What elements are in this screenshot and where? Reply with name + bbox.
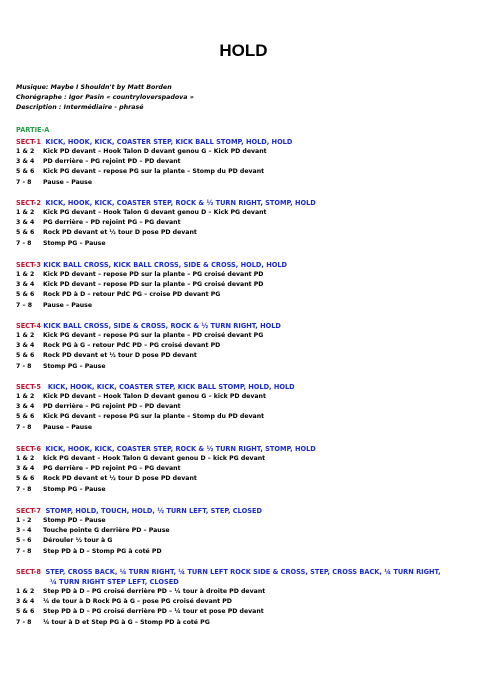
step-text: Step PD à D – Stomp PG à coté PD [43,547,162,555]
section-code: SECT-4 [16,322,41,330]
section-code: SECT-5 [16,383,41,391]
step-text: Kick PD devant – repose PD sur la plante – PG croisé devant PD [43,281,264,289]
section-heading [16,444,478,454]
step-count: 1 & 2 [16,148,35,155]
choreographer-line: Chorégraphe : Igor Pasin « countryloverspadova » [16,94,194,101]
step-count: 1 & 2 [16,332,35,339]
step-row [16,526,478,536]
step-text: Kick PG devant – repose PG sur la plante – Stomp du PD devant [43,413,265,421]
dance-info [16,83,194,113]
section-code: SECT-8 [16,568,41,576]
section-code: SECT-7 [16,507,41,515]
step-text: Kick PG devant – repose PG sur la plante – PD croisé devant PG [43,332,264,339]
step-count: 7 - 8 [16,239,32,247]
section-code: SECT-3 [16,261,41,269]
section-title: KICK, HOOK, KICK, COASTER STEP, KICK BALL STOMP, HOLD, HOLD [45,138,293,146]
step-row [16,618,478,628]
step-text: Dérouler ½ tour à G [43,537,113,545]
section-heading [16,506,478,516]
section-title-continued: ¼ TURN RIGHT STEP LEFT, CLOSED [50,578,179,586]
step-count: 5 & 6 [16,608,35,616]
step-count: 3 & 4 [16,465,35,473]
step-count: 3 & 4 [16,598,35,606]
step-count: 1 & 2 [16,209,35,216]
step-text: ¼ de tour à D Rock PG à G – pose PG croisé devant PD [43,598,232,606]
step-row [16,301,478,311]
step-row [16,218,478,228]
step-text: Pause – Pause [43,178,93,186]
section-title: KICK, HOOK, KICK, COASTER STEP, ROCK & ½ TURN RIGHT, STOMP, HOLD [45,445,316,453]
description-line: Description : Intermédiaire - phrasé [16,104,144,111]
section-title: KICK, HOOK, KICK, COASTER STEP, ROCK & ½ TURN RIGHT, STOMP, HOLD [45,199,316,207]
section-code: SECT-1 [16,138,41,146]
step-text: Touche pointe G derrière PD – Pause [43,527,170,535]
step-row [16,362,478,372]
section-title: KICK BALL CROSS, SIDE & CROSS, ROCK & ½ TURN RIGHT, HOLD [43,322,281,330]
step-count: 5 & 6 [16,413,35,421]
section [16,321,478,372]
step-text: Stomp PG – Pause [43,485,106,493]
section [16,260,478,311]
step-count: 7 - 8 [16,423,32,431]
step-count: 5 & 6 [16,475,35,483]
section [16,444,478,495]
step-count: 1 - 2 [16,517,32,524]
section-heading [16,137,478,147]
section-code: SECT-6 [16,445,41,453]
part-label: PARTIE-A [16,126,50,134]
step-row [16,454,478,464]
section-heading [16,567,478,577]
section-title: KICK BALL CROSS, KICK BALL CROSS, SIDE & CROSS, HOLD, HOLD [43,261,288,269]
step-text: PG derrière – PD rejoint PG – PG devant [43,219,181,227]
step-row [16,516,478,526]
section-code: SECT-2 [16,199,41,207]
step-count: 3 - 4 [16,527,32,535]
step-text: Rock PD devant et ½ tour D pose PD devant [43,229,197,237]
step-row [16,597,478,607]
step-row [16,474,478,484]
step-text: Kick PD devant – repose PD sur la plante – PG croisé devant PD [43,271,264,278]
step-count: 5 & 6 [16,352,35,360]
step-count: 5 - 6 [16,537,32,545]
step-count: 3 & 4 [16,342,35,350]
step-text: Step PD à D – PG croisé derrière PD – ¼ tour à droite PD devant [43,588,266,595]
section-heading [16,260,478,270]
music-line: Musique: Maybe I Shouldn't by Matt Borden [16,84,172,91]
step-row [16,239,478,249]
step-text: Rock PD à D – retour PdC PG – croise PD devant PG [43,291,221,299]
section [16,198,478,249]
step-text: Kick PD devant – Hook Talon D devant genou G – Kick PD devant [43,148,267,155]
step-count: 7 - 8 [16,618,32,626]
step-count: 3 & 4 [16,281,35,289]
section [16,567,478,628]
step-row [16,423,478,433]
step-row [16,607,478,617]
step-text: Rock PG à G – retour PdC PD – PG croisé devant PD [43,342,221,350]
step-text: kick PG devant – Hook Talon G devant genou D – kick PG devant [43,455,266,462]
step-row [16,147,478,157]
step-row [16,280,478,290]
section-heading [16,382,478,392]
step-count: 1 & 2 [16,271,35,278]
step-count: 5 & 6 [16,291,35,299]
step-row [16,331,478,341]
step-count: 7 – 8 [16,301,33,309]
step-row [16,392,478,402]
step-count: 3 & 4 [16,219,35,227]
step-text: Kick PD devant – Hook Talon D devant genou G – kick PD devant [43,393,266,400]
step-row [16,167,478,177]
step-count: 7 - 8 [16,547,32,555]
section-title: KICK, HOOK, KICK, COASTER STEP, KICK BALL STOMP, HOLD, HOLD [47,383,295,391]
step-count: 3 & 4 [16,403,35,411]
step-count: 7 - 8 [16,485,32,493]
section [16,137,478,188]
step-count: 1 & 2 [16,393,35,400]
step-count: 7 - 8 [16,362,32,370]
step-row [16,157,478,167]
section-title: STOMP, HOLD, TOUCH, HOLD, ½ TURN LEFT, STEP, CLOSED [45,507,262,515]
step-count: 1 & 2 [16,588,35,595]
step-row [16,587,478,597]
step-text: PD derrière – PG rejoint PD – PD devant [43,158,181,166]
step-text: Pause – Pause [43,423,93,431]
step-text: Step PD à D – PG croisé derrière PD – ¼ tour et pose PD devant [43,608,264,616]
step-row [16,208,478,218]
step-text: Rock PD devant et ½ tour D pose PD devant [43,352,197,360]
step-text: Rock PD devant et ½ tour D pose PD devant [43,475,197,483]
step-count: 3 & 4 [16,158,35,166]
step-row [16,547,478,557]
step-row [16,412,478,422]
step-text: Stomp PG – Pause [43,239,106,247]
step-row [16,228,478,238]
step-text: Kick PG devant – Hook Talon G devant genou D – Kick PG devant [43,209,267,216]
page-title: HOLD [219,41,268,60]
section-title: STEP, CROSS BACK, ¼ TURN RIGHT, ¼ TURN LEFT ROCK SIDE & CROSS, STEP, CROSS BACK, ¼ TURN RIGHT, [45,568,441,576]
step-row [16,178,478,188]
step-text: Stomp PG – Pause [43,362,106,370]
step-row [16,290,478,300]
step-row [16,464,478,474]
step-count: 1 & 2 [16,455,35,462]
step-count: 7 - 8 [16,178,32,186]
step-text: Stomp PD – Pause [43,517,106,524]
step-text: ¼ tour à D et Step PG à G – Stomp PD à coté PG [43,618,210,626]
step-row [16,402,478,412]
step-row [16,341,478,351]
section [16,506,478,557]
step-row [16,270,478,280]
step-text: PD derrière – PG rejoint PD – PD devant [43,403,181,411]
step-row [16,485,478,495]
section [16,382,478,433]
section-heading [16,198,478,208]
step-text: PG derrière – PD rejoint PG – PG devant [43,465,181,473]
step-text: Kick PG devant – repose PG sur la plante – Stomp du PD devant [43,168,265,176]
section-heading-continued [16,577,478,587]
step-row [16,351,478,361]
step-text: Pause – Pause [43,301,93,309]
step-row [16,536,478,546]
step-count: 5 & 6 [16,168,35,176]
section-heading [16,321,478,331]
step-count: 5 & 6 [16,229,35,237]
